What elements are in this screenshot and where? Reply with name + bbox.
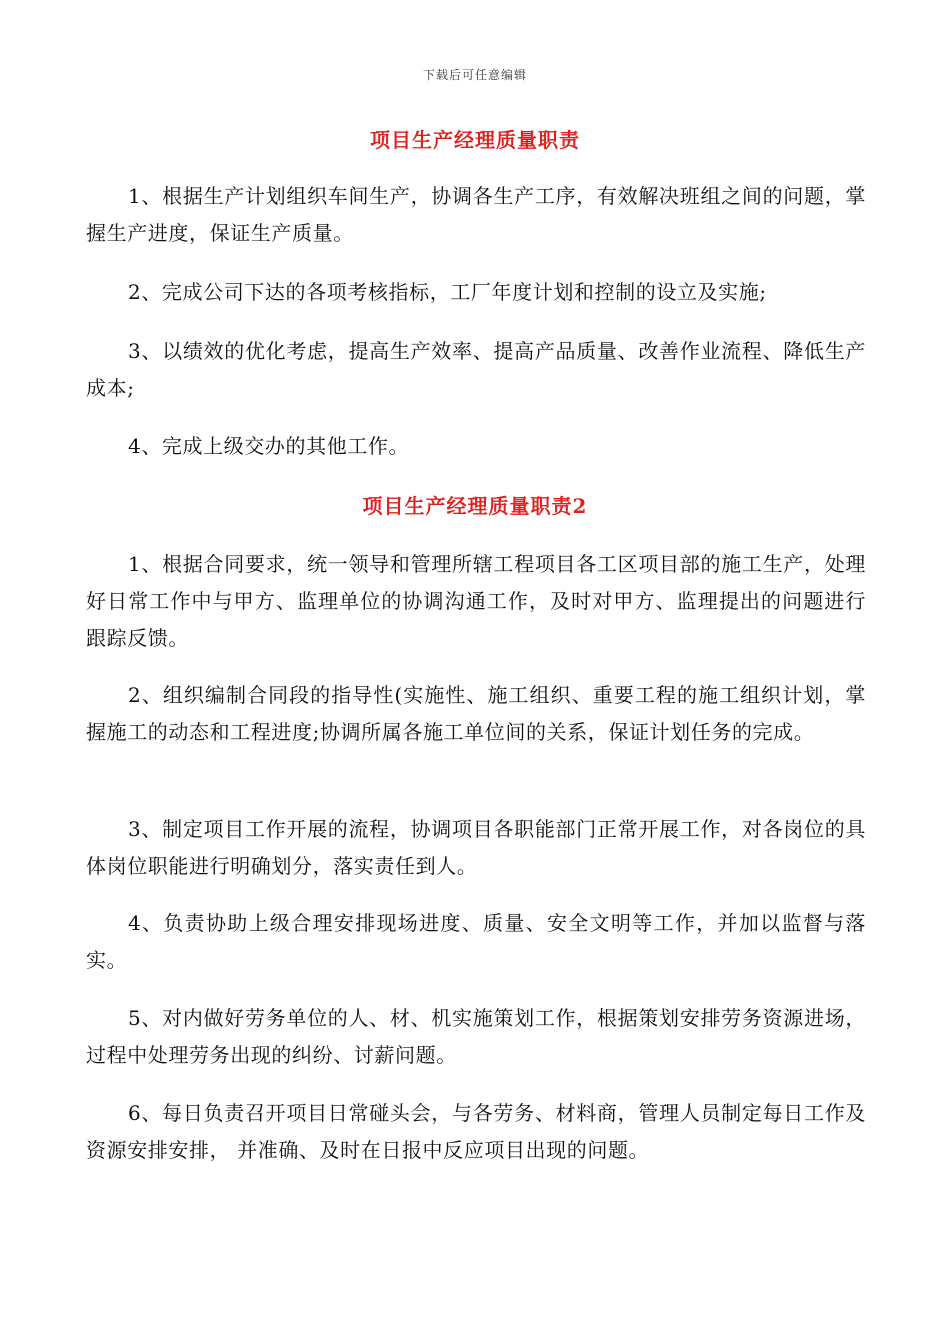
paragraph: 3、以绩效的优化考虑，提高生产效率、提高产品质量、改善作业流程、降低生产成本; <box>86 339 866 400</box>
paragraph: 5、对内做好劳务单位的人、材、机实施策划工作，根据策划安排劳务资源进场，过程中处理劳务出现的纠纷、讨薪问题。 <box>86 1006 866 1067</box>
paragraph: 2、完成公司下达的各项考核指标，工厂年度计划和控制的设立及实施; <box>128 280 767 304</box>
paragraph: 1、根据合同要求，统一领导和管理所辖工程项目各工区项目部的施工生产，处理好日常工作中与甲方、监理单位的协调沟通工作，及时对甲方、监理提出的问题进行跟踪反馈。 <box>86 552 866 650</box>
paragraph: 3、制定项目工作开展的流程，协调项目各职能部门正常开展工作，对各岗位的具体岗位职能进行明确划分，落实责任到人。 <box>86 817 866 878</box>
section-title-1: 项目生产经理质量职责 <box>370 128 580 152</box>
paragraph: 4、负责协助上级合理安排现场进度、质量、安全文明等工作，并加以监督与落实。 <box>86 911 866 972</box>
paragraph: 4、完成上级交办的其他工作。 <box>128 434 410 458</box>
paragraph: 1、根据生产计划组织车间生产，协调各生产工序，有效解决班组之间的问题，掌握生产进度，保证生产质量。 <box>86 184 866 245</box>
header-note: 下载后可任意编辑 <box>422 68 527 82</box>
paragraph: 6、每日负责召开项目日常碰头会，与各劳务、材料商，管理人员制定每日工作及资源安排安排， 并准确、及时在日报中反应项目出现的问题。 <box>86 1101 866 1162</box>
paragraph: 2、组织编制合同段的指导性(实施性、施工组织、重要工程的施工组织计划，掌握施工的动态和工程进度;协调所属各施工单位间的关系，保证计划任务的完成。 <box>86 683 866 744</box>
section-title-2: 项目生产经理质量职责2 <box>362 494 588 518</box>
